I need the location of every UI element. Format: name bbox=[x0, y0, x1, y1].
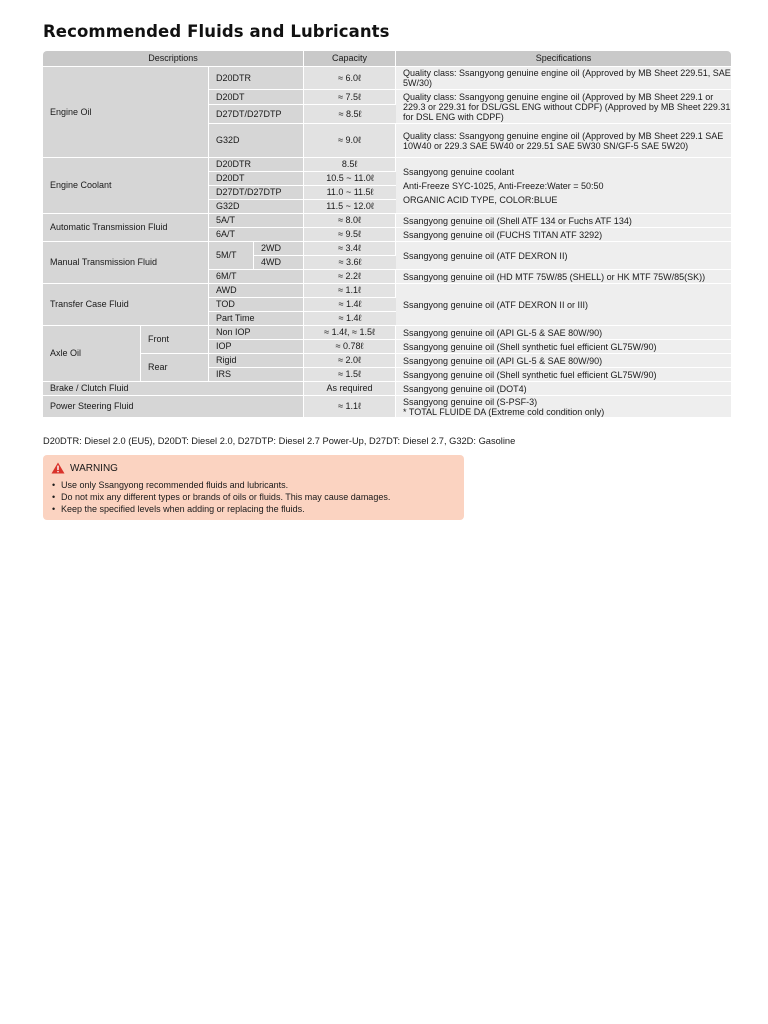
capacity-cell: ≈ 8.0ℓ bbox=[304, 214, 396, 228]
variant-cell: 6M/T bbox=[209, 270, 304, 284]
axle-rear-label: Rear bbox=[141, 354, 209, 382]
engine-oil-label: Engine Oil bbox=[43, 67, 209, 158]
spec-cell bbox=[396, 396, 731, 418]
page-title: Recommended Fluids and Lubricants bbox=[43, 22, 390, 41]
table-row bbox=[43, 326, 731, 340]
table-header-row bbox=[43, 51, 731, 67]
variant-cell: AWD bbox=[209, 284, 304, 298]
capacity-cell: ≈ 1.4ℓ, ≈ 1.5ℓ bbox=[304, 326, 396, 340]
coolant-spec-line: ORGANIC ACID TYPE, COLOR:BLUE bbox=[403, 194, 558, 205]
variant-cell: D27DT/D27DTP bbox=[209, 186, 304, 200]
axle-front-label: Front bbox=[141, 326, 209, 354]
spec-cell: Ssangyong genuine oil (ATF DEXRON II) bbox=[396, 242, 731, 270]
spec-cell: Ssangyong genuine oil (API GL-5 & SAE 80W/90) bbox=[396, 326, 731, 340]
automatic-transmission-label: Automatic Transmission Fluid bbox=[43, 214, 209, 242]
variant-cell: Part Time bbox=[209, 312, 304, 326]
coolant-spec-line: Anti-Freeze SYC-1025, Anti-Freeze:Water = 50:50 bbox=[403, 180, 604, 191]
spec-cell: Ssangyong genuine oil (Shell ATF 134 or Fuchs ATF 134) bbox=[396, 214, 731, 228]
variant-cell: D20DT bbox=[209, 172, 304, 186]
capacity-cell: As required bbox=[304, 382, 396, 396]
warning-box bbox=[43, 455, 464, 520]
table-row bbox=[43, 214, 731, 228]
header-descriptions: Descriptions bbox=[43, 51, 304, 67]
warning-item: • Do not mix any different types or brands of oils or fluids. This may cause damages. bbox=[61, 491, 456, 503]
power-steering-label: Power Steering Fluid bbox=[43, 396, 304, 418]
engine-coolant-label: Engine Coolant bbox=[43, 158, 209, 214]
variant-cell: Non IOP bbox=[209, 326, 304, 340]
capacity-cell: ≈ 0.78ℓ bbox=[304, 340, 396, 354]
table-row bbox=[43, 354, 731, 368]
spec-cell bbox=[396, 158, 731, 214]
warning-item: • Use only Ssangyong recommended fluids and lubricants. bbox=[61, 479, 456, 491]
capacity-cell: ≈ 1.1ℓ bbox=[304, 396, 396, 418]
capacity-cell: ≈ 6.0ℓ bbox=[304, 67, 396, 90]
spec-cell: Ssangyong genuine oil (ATF DEXRON II or III) bbox=[396, 284, 731, 326]
capacity-cell: ≈ 8.5ℓ bbox=[304, 105, 396, 124]
spec-cell: Ssangyong genuine oil (DOT4) bbox=[396, 382, 731, 396]
variant-cell: G32D bbox=[209, 124, 304, 158]
capacity-cell: ≈ 9.5ℓ bbox=[304, 228, 396, 242]
capacity-cell: ≈ 3.6ℓ bbox=[304, 256, 396, 270]
spec-cell: Ssangyong genuine oil (HD MTF 75W/85 (SHELL) or HK MTF 75W/85(SK)) bbox=[396, 270, 731, 284]
capacity-cell: ≈ 2.0ℓ bbox=[304, 354, 396, 368]
warning-header bbox=[51, 462, 456, 474]
axle-oil-label: Axle Oil bbox=[43, 326, 141, 382]
spec-cell: Ssangyong genuine oil (FUCHS TITAN ATF 3292) bbox=[396, 228, 731, 242]
capacity-cell: ≈ 2.2ℓ bbox=[304, 270, 396, 284]
table-row bbox=[43, 158, 731, 172]
manual-transmission-label: Manual Transmission Fluid bbox=[43, 242, 209, 284]
variant-cell: D20DT bbox=[209, 90, 304, 105]
capacity-cell: ≈ 1.1ℓ bbox=[304, 284, 396, 298]
spec-cell: Ssangyong genuine oil (Shell synthetic fuel efficient GL75W/90) bbox=[396, 368, 731, 382]
power-steering-spec-line: * TOTAL FLUIDE DA (Extreme cold condition only) bbox=[403, 406, 605, 417]
header-capacity: Capacity bbox=[304, 51, 396, 67]
engine-legend: D20DTR: Diesel 2.0 (EU5), D20DT: Diesel 2.0, D27DTP: Diesel 2.7 Power-Up, D27DT: Diesel 2.7, G32D: Gasoline bbox=[43, 436, 516, 446]
variant-cell: G32D bbox=[209, 200, 304, 214]
capacity-cell: 10.5 ~ 11.0ℓ bbox=[304, 172, 396, 186]
spec-cell: Quality class: Ssangyong genuine engine oil (Approved by MB Sheet 229.51, SAE 5W/30) bbox=[396, 67, 731, 90]
table-row bbox=[43, 67, 731, 90]
variant-cell: IRS bbox=[209, 368, 304, 382]
spec-cell: Quality class: Ssangyong genuine engine oil (Approved by MB Sheet 229.1 or 229.3 or 229.31 for DSL/GSL ENG without CDPF) (Approved by MB Sheet 229.31 for DSL ENG with CDPF) bbox=[396, 90, 731, 124]
variant-cell: IOP bbox=[209, 340, 304, 354]
warning-item: • Keep the specified levels when adding or replacing the fluids. bbox=[61, 503, 456, 515]
coolant-spec-line: Ssangyong genuine coolant bbox=[403, 166, 515, 177]
capacity-cell: 8.5ℓ bbox=[304, 158, 396, 172]
spec-cell: Ssangyong genuine oil (Shell synthetic fuel efficient GL75W/90) bbox=[396, 340, 731, 354]
capacity-cell: ≈ 1.4ℓ bbox=[304, 298, 396, 312]
variant-cell: 6A/T bbox=[209, 228, 304, 242]
capacity-cell: 11.5 ~ 12.0ℓ bbox=[304, 200, 396, 214]
transfer-case-label: Transfer Case Fluid bbox=[43, 284, 209, 326]
group-cell: 5M/T bbox=[209, 242, 254, 270]
variant-cell: 5A/T bbox=[209, 214, 304, 228]
header-specifications: Specifications bbox=[396, 51, 731, 67]
variant-cell: D27DT/D27DTP bbox=[209, 105, 304, 124]
table-row bbox=[43, 396, 731, 418]
warning-list bbox=[51, 479, 456, 515]
table-row bbox=[43, 284, 731, 298]
spec-cell: Quality class: Ssangyong genuine engine oil (Approved by MB Sheet 229.1 SAE 10W40 or 229.3 SAE 5W40 or 229.51 SAE 5W30 SN/GF-5 SAE 5W20) bbox=[396, 124, 731, 158]
variant-cell: Rigid bbox=[209, 354, 304, 368]
capacity-cell: ≈ 1.5ℓ bbox=[304, 368, 396, 382]
variant-cell: 4WD bbox=[254, 256, 304, 270]
variant-cell: D20DTR bbox=[209, 67, 304, 90]
variant-cell: 2WD bbox=[254, 242, 304, 256]
variant-cell: D20DTR bbox=[209, 158, 304, 172]
table-row bbox=[43, 242, 731, 256]
spec-cell: Ssangyong genuine oil (API GL-5 & SAE 80W/90) bbox=[396, 354, 731, 368]
brake-clutch-label: Brake / Clutch Fluid bbox=[43, 382, 304, 396]
capacity-cell: 11.0 ~ 11.5ℓ bbox=[304, 186, 396, 200]
warning-triangle-icon bbox=[51, 462, 65, 474]
table-row bbox=[43, 382, 731, 396]
capacity-cell: ≈ 3.4ℓ bbox=[304, 242, 396, 256]
power-steering-spec-line: Ssangyong genuine oil (S-PSF-3) bbox=[403, 396, 538, 407]
capacity-cell: ≈ 9.0ℓ bbox=[304, 124, 396, 158]
variant-cell: TOD bbox=[209, 298, 304, 312]
fluids-table bbox=[43, 51, 731, 418]
capacity-cell: ≈ 7.5ℓ bbox=[304, 90, 396, 105]
warning-title: WARNING bbox=[70, 462, 118, 474]
capacity-cell: ≈ 1.4ℓ bbox=[304, 312, 396, 326]
